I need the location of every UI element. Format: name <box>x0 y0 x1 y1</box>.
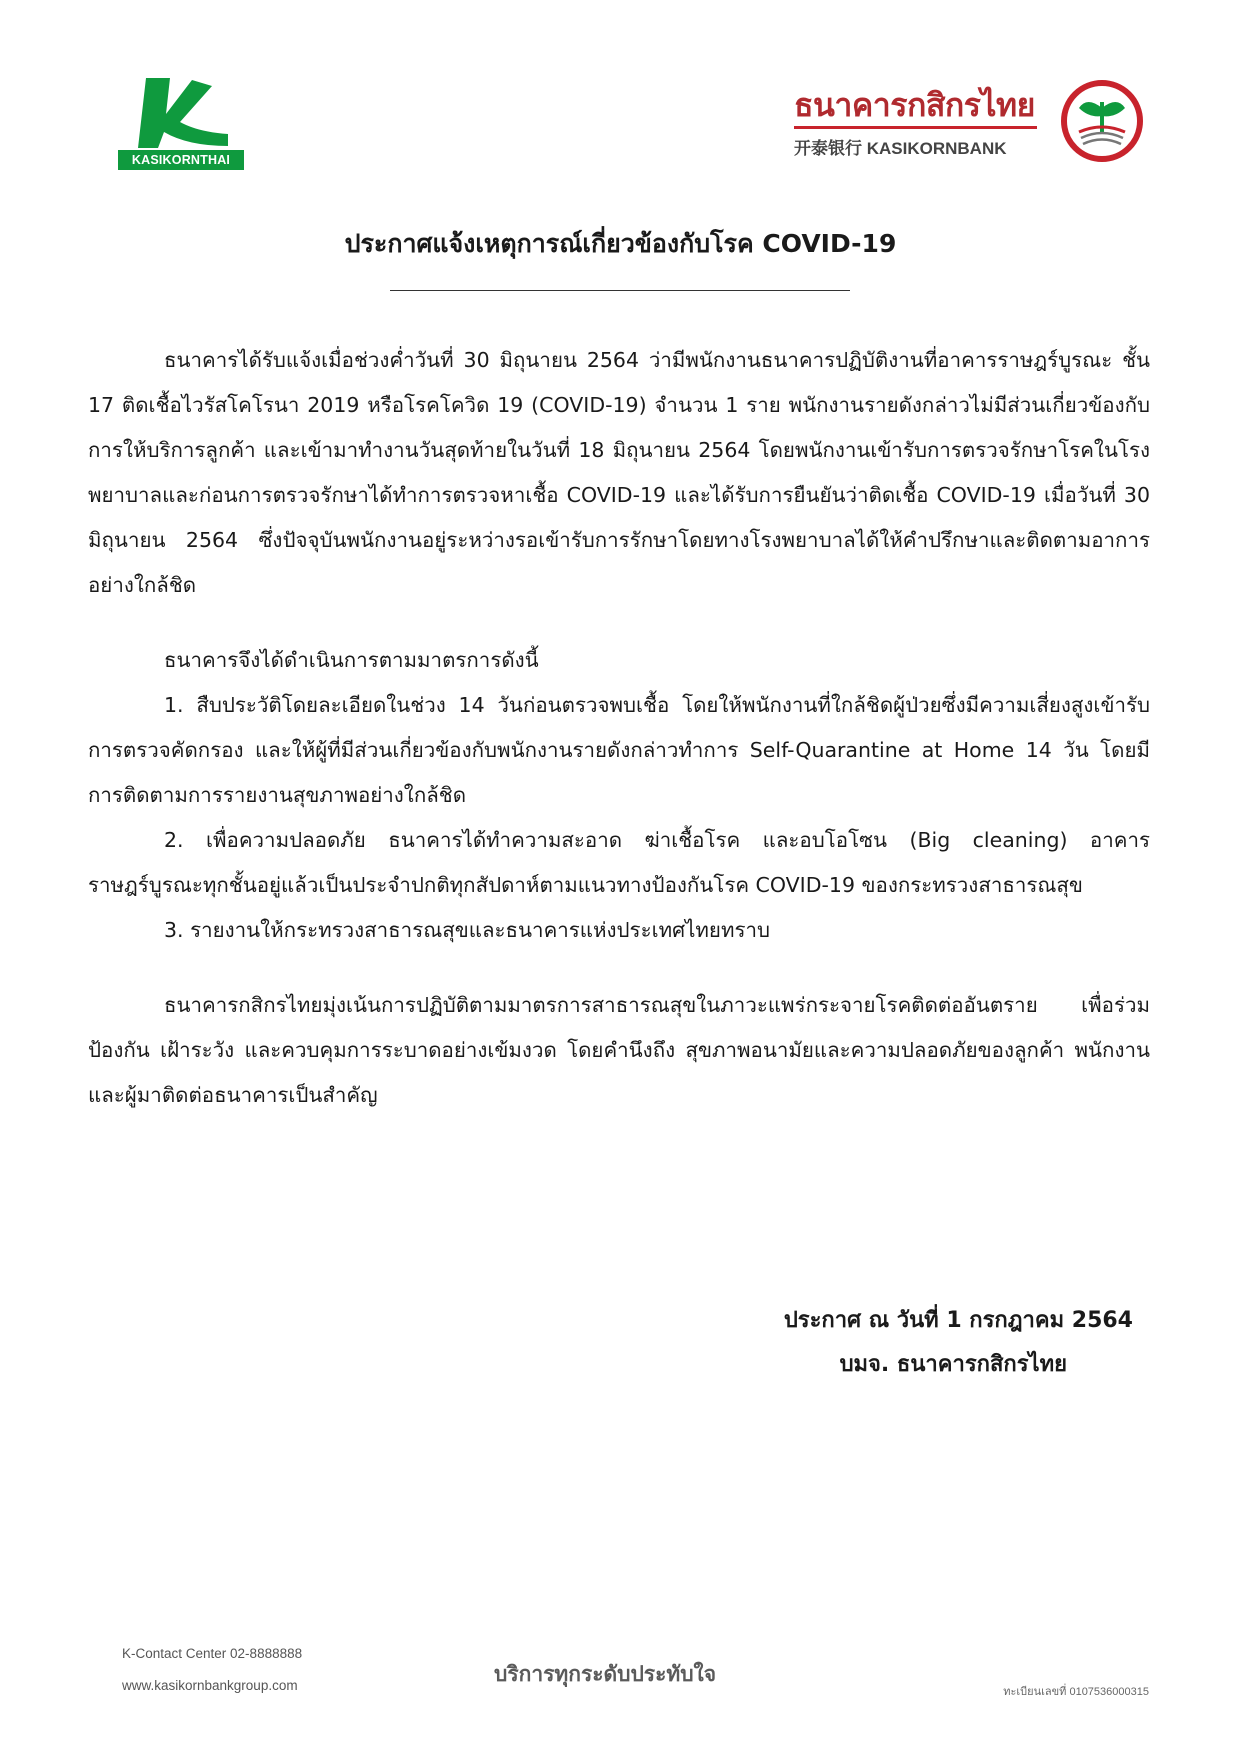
announcement-title: ประกาศแจ้งเหตุการณ์เกี่ยวข้องกับโรค COVID-19 <box>344 229 897 258</box>
paragraph-measures-intro: ธนาคารจึงได้ดำเนินการตามมาตรการดังนี้ <box>164 648 539 672</box>
kasikornthai-logo <box>118 74 248 170</box>
measure-item-3: 3. รายงานให้กระทรวงสาธารณสุขและธนาคารแห่งประเทศไทยทราบ <box>164 918 770 942</box>
logo-rule <box>794 126 1037 129</box>
kasikornthai-label: KASIKORNTHAI <box>118 150 244 170</box>
measure-item-1: 1. สืบประวัติโดยละเอียดในช่วง 14 วันก่อนตรวจพบเชื้อ โดยให้พนักงานที่ใกล้ชิดผู้ป่วยซึ่งมีความเสี่ยงสูงเข้ารับการตรวจคัดกรอง และให้ผู้ที่มีส่วนเกี่ยวข้องกับพนักงานรายดังกล่าวทำการ Self-Quarantine at Home 14 วัน โดยมีการติดตามการรายงานสุขภาพอย่างใกล้ชิด <box>88 693 1150 807</box>
paragraph-commitment: ธนาคารกสิกรไทยมุ่งเน้นการปฏิบัติตามมาตรการสาธารณสุขในภาวะแพร่กระจายโรคติดต่ออันตราย เพื่อร่วมป้องกัน เฝ้าระวัง และควบคุมการระบาดอย่างเข้มงวด โดยคำนึงถึง สุขภาพอนามัยและความปลอดภัยของลูกค้า พนักงาน และผู้มาติดต่อธนาคารเป็นสำคัญ <box>88 993 1150 1107</box>
bank-name-thai: ธนาคารกสิกรไทย <box>794 86 1035 124</box>
footer-registration: ทะเบียนเลขที่ 0107536000315 <box>1003 1686 1149 1698</box>
footer-contact-center: K-Contact Center 02-8888888 <box>122 1646 303 1661</box>
announcement-organization: บมจ. ธนาคารกสิกรไทย <box>839 1352 1067 1377</box>
kbank-emblem-icon <box>1059 78 1145 164</box>
title-divider <box>390 290 850 291</box>
kasikornthai-k-icon <box>136 74 232 150</box>
kasikornbank-logo <box>780 78 1160 174</box>
paragraph-incident: ธนาคารได้รับแจ้งเมื่อช่วงค่ำวันที่ 30 มิถุนายน 2564 ว่ามีพนักงานธนาคารปฏิบัติงานที่อาคารราษฎร์บูรณะ ชั้น 17 ติดเชื้อไวรัสโคโรนา 2019 หรือโรคโควิด 19 (COVID-19) จำนวน 1 ราย พนักงานรายดังกล่าวไม่มีส่วนเกี่ยวข้องกับการให้บริการลูกค้า และเข้ามาทำงานวันสุดท้ายในวันที่ 18 มิถุนายน 2564 โดยพนักงานเข้ารับการตรวจรักษาโรคในโรงพยาบาลและก่อนการตรวจรักษาได้ทำการตรวจหาเชื้อ COVID-19 และได้รับการยืนยันว่าติดเชื้อ COVID-19 เมื่อวันที่ 30 มิถุนายน 2564 ซึ่งปัจจุบันพนักงานอยู่ระหว่างรอเข้ารับการรักษาโดยทางโรงพยาบาลได้ให้คำปรึกษาและติดตามอาการอย่างใกล้ชิด <box>88 348 1150 597</box>
bank-name-english: 开泰银行 KASIKORNBANK <box>794 139 1007 158</box>
footer-slogan: บริการทุกระดับประทับใจ <box>494 1662 717 1686</box>
measure-item-2: 2. เพื่อความปลอดภัย ธนาคารได้ทำความสะอาด ฆ่าเชื้อโรค และอบโอโซน (Big cleaning) อาคารราษฎร์บูรณะทุกชั้นอยู่แล้วเป็นประจำปกติทุกสัปดาห์ตามแนวทางป้องกันโรค COVID-19 ของกระทรวงสาธารณสุข <box>88 828 1150 897</box>
announcement-body <box>88 338 1150 1118</box>
announcement-date: ประกาศ ณ วันที่ 1 กรกฎาคม 2564 <box>783 1308 1133 1333</box>
footer-website: www.kasikornbankgroup.com <box>122 1678 298 1693</box>
